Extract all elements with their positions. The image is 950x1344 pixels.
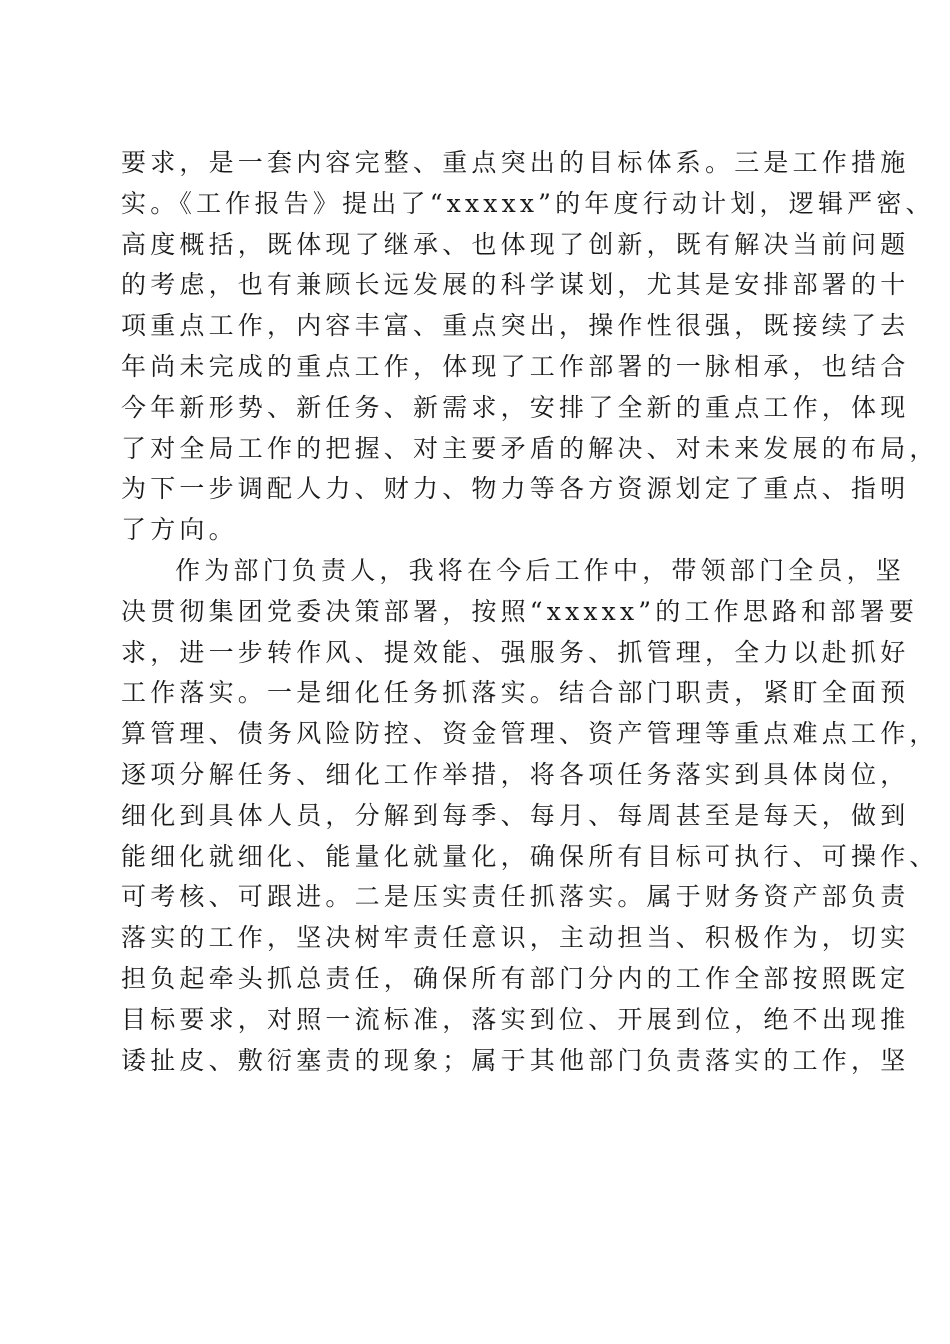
text-line: 年尚未完成的重点工作，体现了工作部署的一脉相承，也结合 — [121, 351, 910, 381]
text-line: 高度概括，既体现了继承、也体现了创新，既有解决当前问题 — [121, 229, 910, 259]
text-line: 了对全局工作的把握、对主要矛盾的解决、对未来发展的布局， — [121, 433, 939, 463]
text-line: 担负起牵头抓总责任，确保所有部门分内的工作全部按照既定 — [121, 963, 910, 993]
text-line: 落实的工作，坚决树牢责任意识，主动担当、积极作为，切实 — [121, 923, 910, 953]
text-line: 细化到具体人员，分解到每季、每月、每周甚至是每天，做到 — [121, 800, 910, 830]
text-line: 算管理、债务风险防控、资金管理、资产管理等重点难点工作， — [121, 719, 939, 749]
text-line: 作为部门负责人，我将在今后工作中，带领部门全员，坚 — [175, 555, 906, 585]
body-text — [121, 143, 939, 1081]
text-line: 要求，是一套内容完整、重点突出的目标体系。三是工作措施 — [121, 148, 910, 177]
paragraph-continued — [121, 143, 939, 551]
paragraph-department-head — [121, 551, 939, 1081]
text-line: 为下一步调配人力、财力、物力等各方资源划定了重点、指明 — [121, 474, 910, 504]
text-line: 可考核、可跟进。二是压实责任抓落实。属于财务资产部负责 — [121, 882, 910, 912]
text-line: 求，进一步转作风、提效能、强服务、抓管理，全力以赴抓好 — [121, 637, 910, 667]
text-line: 决贯彻集团党委决策部署，按照“xxxxx”的工作思路和部署要 — [121, 596, 919, 626]
text-line: 实。《工作报告》提出了“xxxxx”的年度行动计划，逻辑严密、 — [121, 188, 935, 218]
text-line: 诿扯皮、敷衍塞责的现象；属于其他部门负责落实的工作，坚 — [121, 1045, 910, 1075]
text-line: 目标要求，对照一流标准，落实到位、开展到位，绝不出现推 — [121, 1004, 910, 1034]
text-line: 工作落实。一是细化任务抓落实。结合部门职责，紧盯全面预 — [121, 678, 910, 708]
text-line: 了方向。 — [121, 515, 238, 545]
text-line: 的考虑，也有兼顾长远发展的科学谋划，尤其是安排部署的十 — [121, 270, 910, 300]
text-line: 逐项分解任务、细化工作举措，将各项任务落实到具体岗位， — [121, 759, 910, 789]
text-line: 能细化就细化、能量化就量化，确保所有目标可执行、可操作、 — [121, 841, 939, 871]
text-line: 今年新形势、新任务、新需求，安排了全新的重点工作，体现 — [121, 392, 910, 422]
text-line: 项重点工作，内容丰富、重点突出，操作性很强，既接续了去 — [121, 311, 910, 341]
